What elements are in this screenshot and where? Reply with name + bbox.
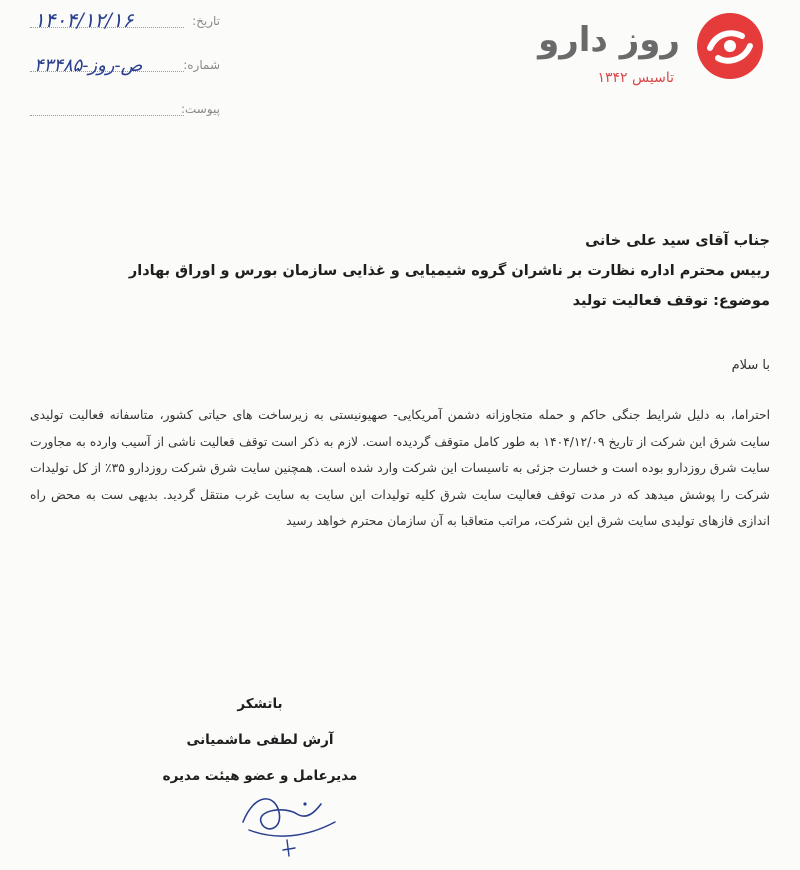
closing-block — [150, 686, 370, 794]
date-value: ۱۴۰۴/۱۲/۱۶ — [34, 8, 134, 32]
signer-name: آرش لطفی ماشمیانی — [186, 732, 334, 748]
number-label: شماره: — [183, 58, 220, 72]
attachment-label: پیوست: — [180, 102, 220, 116]
recipient-name: جناب آقای سید علی خانی — [585, 233, 770, 249]
number-field — [20, 48, 220, 78]
signature-icon — [235, 782, 345, 862]
attachment-field — [20, 92, 220, 122]
signer-title: مدیرعامل و عضو هیئت مدیره — [162, 768, 358, 784]
attachment-line — [30, 115, 184, 116]
letter-subject: موضوع: توقف فعالیت تولید — [572, 293, 770, 309]
letterhead-logo — [534, 12, 764, 92]
recipient-block — [128, 226, 770, 316]
established-year: تاسیس ۱۳۴۲ — [597, 70, 674, 86]
date-field — [20, 4, 220, 34]
company-name: روز دارو — [538, 20, 680, 60]
closing-thanks: باتشکر — [237, 696, 283, 712]
company-logo-icon — [696, 12, 764, 80]
greeting: با سلام — [731, 358, 770, 373]
date-label: تاریخ: — [192, 14, 220, 28]
number-value: ۴۳۴۸۵-ص-روز — [34, 55, 143, 76]
letter-body: احتراما، به دلیل شرایط جنگی حاکم و حمله متجاوزانه دشمن آمریکایی- صهیونیستی به زیرساخت های حیاتی کشور، متاسفانه فعالیت تولیدی سایت شرق این شرکت از تاریخ ۱۴۰۴/۱۲/۰۹ به طور کامل متوقف گردیده است. لازم به ذکر است توقف فعالیت ناشی از آسیب وارده به مجاورت سایت شرق روزدارو بوده است و خسارت جزئی به تاسیسات این شرکت وارد شده است. همچنین سایت شرق شرکت روزدارو ۳۵٪ از کل تولیدات شرکت را پوشش میدهد که در مدت توقف فعالیت سایت شرق کلیه تولیدات این سایت به سایت غرب منتقل گردید. بدیهی ست به محض راه اندازی فازهای تولیدی سایت شرق این شرکت، مراتب متعاقبا به آن سازمان محترم خواهد رسید — [30, 408, 771, 529]
recipient-title: رییس محترم اداره نظارت بر ناشران گروه شیمیایی و غذایی سازمان بورس و اوراق بهادار — [128, 263, 770, 279]
